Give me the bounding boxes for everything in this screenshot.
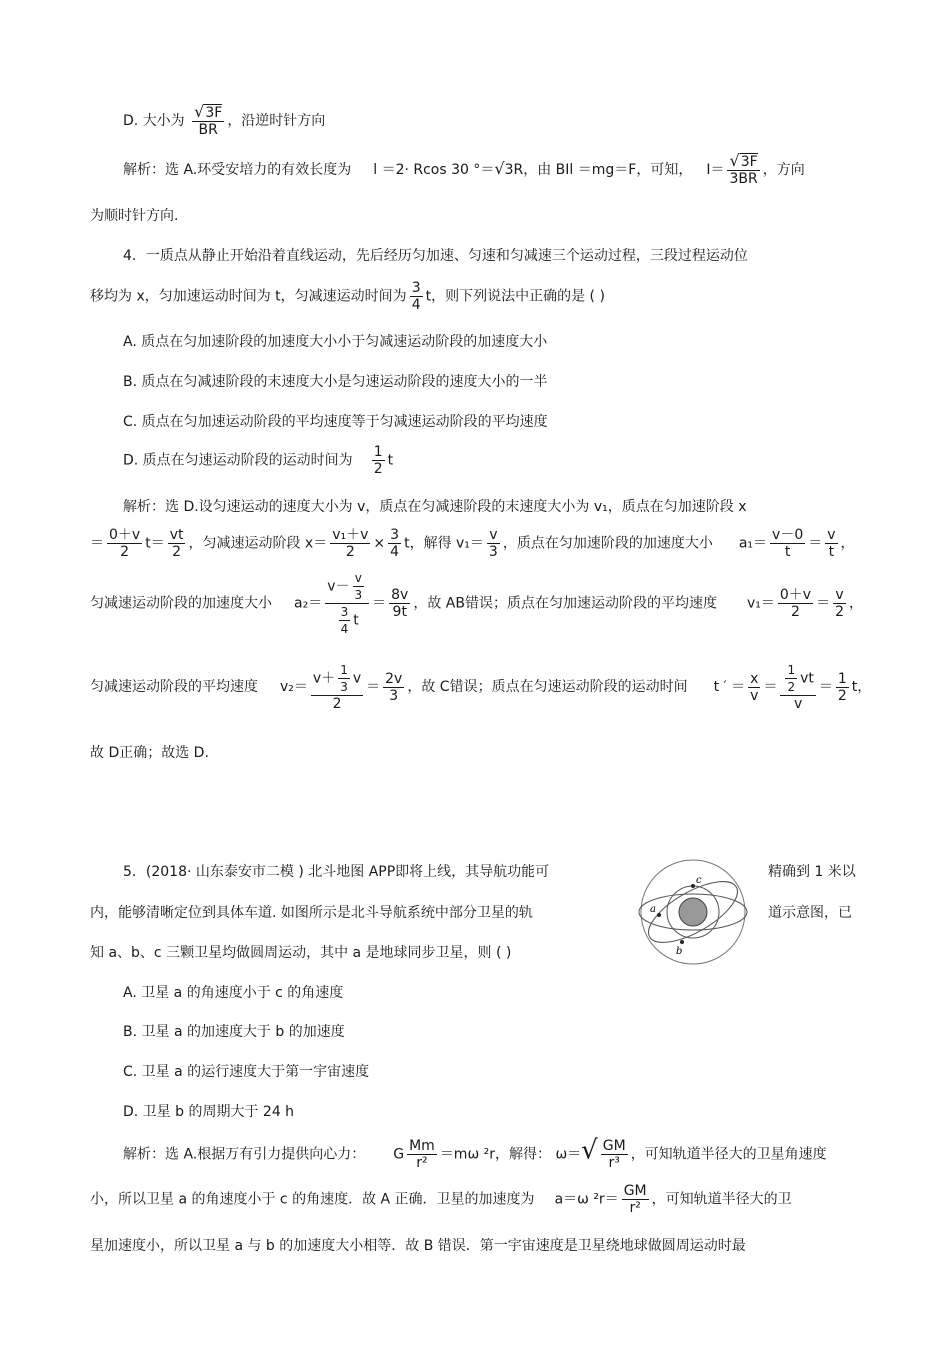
q4-stem-line1: 4．一质点从静止开始沿着直线运动，先后经历匀加速、匀速和匀减速三个运动过程，三段过程运动位	[123, 248, 748, 264]
q5-option-c: C. 卫星 a 的运行速度大于第一宇宙速度	[123, 1064, 370, 1080]
q5-option-d: D. 卫星 b 的周期大于 24 h	[123, 1104, 295, 1120]
q5-stem-line1b: 精确到 1 米以	[768, 864, 856, 880]
q4-solution-line4: 匀减速运动阶段的平均速度 v₂＝ v＋ $\frac{1}{3}$ v 2 ＝ $\frac{2v}{3}$ ，故 C错误；质点在匀速运动阶段的运动时间 t ′ ＝ $\frac{x}{v}$ ＝ $\frac{1}{2}$ vt v ＝ $\frac{1}{2}$ t，	[90, 663, 872, 712]
label-a: a	[650, 904, 656, 915]
satellite-c	[691, 884, 695, 888]
q5-option-b: B. 卫星 a 的加速度大于 b 的加速度	[123, 1024, 345, 1040]
q3-option-d: D. 大小为 $\frac{√3F}{BR}$ ，沿逆时针方向	[123, 102, 326, 138]
q4-solution-line5: 故 D正确；故选 D.	[90, 745, 209, 761]
q5-stem-line1a: 5．(2018· 山东泰安市二模 ) 北斗地图 APP即将上线，其导航功能可	[123, 864, 550, 880]
q5-solution-line1: 解析：选 A.根据万有引力提供向心力： G $\frac{Mm}{\text{r²}}$ ＝mω ²r，解得： ω＝√ $\frac{GM}{\text{r³}}$ ，可知轨道半径大的卫星角速度	[123, 1135, 827, 1171]
q5-stem-line3: 知 a、b、c 三颗卫星均做圆周运动，其中 a 是地球同步卫星，则 ( )	[90, 945, 512, 961]
q4-option-c: C. 质点在匀加速运动阶段的平均速度等于匀减速运动阶段的平均速度	[123, 414, 548, 430]
label-b: b	[676, 946, 683, 957]
q4-solution-line1: 解析：选 D.设匀速运动的速度大小为 v，质点在匀减速阶段的末速度大小为 v₁，质点在匀加速阶段 x	[123, 499, 747, 515]
q4-stem-line2: 移均为 x，匀加速运动时间为 t，匀减速运动时间为 $\frac{3}{4}$ t，则下列说法中正确的是 ( )	[90, 280, 605, 313]
q5-solution-line2: 小，所以卫星 a 的角速度小于 c 的角速度．故 A 正确．卫星的加速度为 a＝ω ²r＝ $\frac{GM}{\text{r²}}$ ，可知轨道半径大的卫	[90, 1183, 792, 1216]
q5-stem-line2b: 道示意图，已	[768, 905, 852, 921]
q5-solution-line3: 星加速度小，所以卫星 a 与 b 的加速度大小相等．故 B 错误．第一宇宙速度是卫星绕地球做圆周运动时最	[90, 1238, 746, 1254]
q5-stem-line2a: 内，能够清晰定位到具体车道. 如图所示是北斗导航系统中部分卫星的轨	[90, 905, 533, 921]
q4-solution-line2: ＝ $\frac{0+v}{2}$ t＝ $\frac{vt}{2}$ ，匀减速运动阶段 x＝ $\frac{\text{v₁＋v}}{2}$ × $\frac{3}{4}$ t，解得 v₁＝ $\frac{v}{3}$ ，质点在匀加速阶段的加速度大小 a₁＝ $\frac{v-0}{t}$ ＝ $\frac{v}{t}$ ，	[90, 527, 855, 560]
q4-option-a: A. 质点在匀加速阶段的加速度大小小于匀减速运动阶段的加速度大小	[123, 334, 548, 350]
q3-solution-line1: 解析：选 A.环受安培力的有效长度为 l ＝2· Rcos 30 °＝√3R，由 BIl ＝mg＝F，可知， I＝ $\frac{√3F}{3BR}$ ，方向	[123, 151, 805, 187]
q4-solution-line3: 匀减速运动阶段的加速度大小 a₂＝ v－ $\frac{v}{3}$ $\frac{3}{4}$ t ＝ $\frac{8v}{9t}$ ，故 AB错误；质点在匀加速运动阶段的平均速度 v₁＝ $\frac{0+v}{2}$ ＝ $\frac{v}{2}$ ，	[90, 571, 864, 636]
q3-solution-line2: 为顺时针方向.	[90, 208, 179, 224]
label-c: c	[696, 875, 702, 886]
q5-option-a: A. 卫星 a 的角速度小于 c 的角速度	[123, 985, 344, 1001]
satellite-orbit-diagram	[638, 850, 748, 968]
earth	[679, 898, 707, 926]
satellite-a	[657, 913, 661, 917]
q4-option-b: B. 质点在匀减速阶段的末速度大小是匀速运动阶段的速度大小的一半	[123, 374, 548, 390]
fraction: $\frac{√3F}{BR}$	[194, 102, 223, 138]
satellite-b	[680, 940, 684, 944]
orbit-svg	[638, 850, 748, 968]
q4-option-d: D. 质点在匀速运动阶段的运动时间为 $\frac{1}{2}$ t	[123, 444, 394, 477]
